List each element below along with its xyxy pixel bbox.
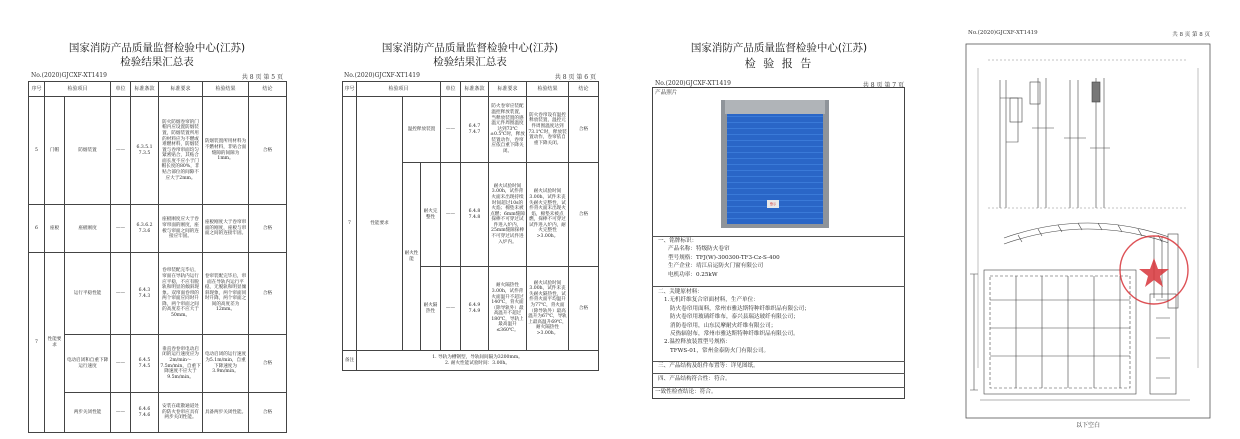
section-line: 1.无机纤维复合帘面材料，生产单位： xyxy=(664,297,759,304)
report-page-8 xyxy=(958,26,1220,436)
page-title: 国家消防产品质量监督检验中心(江苏) xyxy=(690,42,868,54)
notes-row: 备注 1. 导轨为槽钢型，导轨间间隔为3200mm。 2. 耐火性能试验时间：3.00h。 xyxy=(343,351,599,371)
report-number: No.(2020)GJCXF-XT1419 xyxy=(344,72,420,79)
material-sections xyxy=(658,288,898,355)
results-table xyxy=(342,81,599,371)
report-page-6 xyxy=(342,26,598,372)
curtain-sign: 警示 xyxy=(767,200,779,208)
header-cell: 单位 xyxy=(111,82,131,97)
report-number: No.(2020)GJCXF-XT1419 xyxy=(968,30,1038,36)
table-row: 7 性能要求 运行平稳性能 —— 6.4.3 7.4.3 卷帘装配完毕后，帘面在导轨内运行应平稳，不应有脱轨和明显的倾斜现象。双帘面卷帘的两个帘面应同时升降，两个帘面之间的高度差不应大于50mm。 卷帘装配完毕后，帘面在导轨内运行平稳，无脱轨和明显倾斜现象，两个帘面同时升降，两个帘面之间的高度差为12mm。 合格 xyxy=(29,253,287,335)
page-indicator: 共 8 页 第 6 页 xyxy=(554,74,596,81)
page-title: 国家消防产品质量监督检验中心(江苏) xyxy=(68,42,246,54)
section-line: 二、关键原材料： xyxy=(658,289,703,295)
header-cell: 结论 xyxy=(249,82,287,97)
report-number: No.(2020)GJCXF-XT1419 xyxy=(31,72,107,79)
section-line: 反热辐射布，常州市雅达斯特种纤维织品有限公司。 xyxy=(670,330,799,337)
page-subtitle: 检验结果汇总表 xyxy=(433,56,507,68)
product-photo xyxy=(721,100,829,228)
table-row: 电动启闭和自重下降运行速度 —— 6.4.5 7.4.5 垂直卷卷帘电动启闭的运行速度应为2m/min～7.5m/min，自重下降速度不应大于9.5m/min。 电动启闭的运行速度为5.1m/min，自重下降速度为3.9m/min。 合格 xyxy=(29,335,287,393)
report-page-5 xyxy=(28,26,286,431)
results-table xyxy=(28,81,287,433)
section-line: 生产企业：靖江启运防火门窗有限公司 xyxy=(668,263,764,270)
report-sections xyxy=(658,237,898,279)
door-frame xyxy=(725,100,825,114)
page-subtitle: 检验结果汇总表 xyxy=(120,56,194,68)
table-header: 序号 检验项目 单位 标准条款 标准要求 检验结果 结论 xyxy=(343,82,599,97)
table-row: 6 座板 座板刚度 —— 6.3.6.2 7.3.6 座板刚度应大于卷帘帘面的刚度，座板与帘面之间的连接应牢固。 座板刚度大于卷帘帘面的刚度，座板与帘面之间的连接牢固。 合格 xyxy=(29,205,287,253)
structure-line: 三、产品结构及组件布置等：详见图纸。 xyxy=(658,363,759,369)
section-line: 2.温控释放装置型号规格： xyxy=(664,339,731,346)
divider xyxy=(652,373,905,374)
section-line: 型号规格：TFJ(W)-300300-TF3-Cz-S-400 xyxy=(668,254,780,261)
section-line: 消防卷帘用，山东民摩耐火纤维有限公司； xyxy=(670,322,777,329)
table-row: 7 性能要求 温控释放装置 —— 6.4.7 7.4.7 防火卷帘应装配温控释放装置，当释放装置的感温元件周围温度达到73℃±0.5℃时，释放装置动作，卷帘应依自重下降关闭。 防火卷帘设有温控释放装置，温控元件周围温度达到73.1℃时，释放装置动作，卷帘依自重下降关闭。 合格 xyxy=(343,97,599,163)
blank-below-note: 以下空白 xyxy=(1076,422,1101,429)
section-line: 防火卷帘用玻璃纤维布，泰兴县瑞达玻纤有限公司； xyxy=(670,314,799,321)
report-number: No.(2020)GJCXF-XT1419 xyxy=(655,80,731,87)
elevation-view xyxy=(970,270,1190,400)
page-indicator: 共 8 页 第 5 页 xyxy=(241,74,283,81)
report-page-7 xyxy=(652,26,906,401)
table-row: 耐火隔热性 —— 6.4.9 7.4.9 耐火隔热性3.00h，试件背火面温升不超过140℃，背火面（除导轨外）最高温升不超过180℃，导轨上最高温升≤360℃。 耐火试验时间3.00h，试件未丧失耐火隔热性，试件背火面平均温升为77℃，背火面（除导轨外）最高温升为67℃，导轨上最高温升69℃，耐火隔热性>3.00h。 合格 xyxy=(343,267,599,351)
header-cell: 检验项目 xyxy=(45,82,111,97)
header-cell: 标准条款 xyxy=(131,82,159,97)
page-title: 国家消防产品质量监督检验中心(江苏) xyxy=(381,42,559,54)
section-detail xyxy=(978,60,1198,368)
header-cell: 序号 xyxy=(29,82,45,97)
note-line: 1. 导轨为槽钢型，导轨间间隔为3200mm。 xyxy=(432,354,523,360)
section-line: 产品名称：特级防火卷帘 xyxy=(668,246,730,253)
engineering-drawing xyxy=(958,38,1220,420)
divider xyxy=(652,286,905,287)
section-line: TFWS-01，常州金泰防火门有限公司。 xyxy=(670,347,770,354)
page-subtitle: 检 验 报 告 xyxy=(744,57,814,70)
table-row: 两步关闭性能 —— 6.4.6 7.4.6 安装在疏散通道处的防火卷帘应具有两步关闭性能。 具备两步关闭性能。 合格 xyxy=(29,393,287,433)
section-line: 电机功率：0.25kW xyxy=(668,271,718,278)
header-cell: 检验结果 xyxy=(203,82,249,97)
page-indicator: 共 8 页 第 8 页 xyxy=(1172,32,1210,38)
note-line: 2. 耐火性能试验时间：3.00h。 xyxy=(445,360,510,366)
consistency-conclusion: 一致性检查结论：符合。 xyxy=(655,389,717,395)
table-row: 耐火性能 耐火完整性 —— 6.4.8 7.4.8 耐火试验时间3.00h，试件背火面未出现持续时间超过10s的火焰；棉垫未被点燃；6mm缝隙探棒不可穿过试件进入炉内，25mm缝隙探棒不可穿过试件进入炉内。 耐火试验时间3.00h，试件未丧失耐火完整性，试件背火面未出现火焰，棉垫未被点燃，探棒不可穿过试件进入炉内，耐火完整性>3.00h。 合格 xyxy=(343,163,599,267)
page-indicator: 共 8 页 第 7 页 xyxy=(862,82,904,89)
conformity-line: 四、产品结构符合性：符合。 xyxy=(658,376,731,382)
section-line: 防火卷帘用面料，常州市雅达斯特种纤维织品有限公司； xyxy=(670,305,810,312)
table-header xyxy=(29,82,287,97)
header-cell: 标准要求 xyxy=(159,82,203,97)
section-line: 一、铭牌标识： xyxy=(658,238,698,244)
table-row: 5 门帽 防烟装置 —— 6.3.5.1 7.3.5 防火防烟卷帘的门帽内应设置防烟装置，防烟装置所用的材料应为不燃或难燃材料，防烟装置与卷帘帘面均匀紧密贴合，其贴合面长度不应小于门帽长度的80%，非贴合部位的间隙不应大于2mm。 防烟装置所用材料为不燃材料，非贴合面缝隙的间隙为1mm。 合格 xyxy=(29,97,287,205)
photo-label: 产品照片 xyxy=(655,90,678,96)
